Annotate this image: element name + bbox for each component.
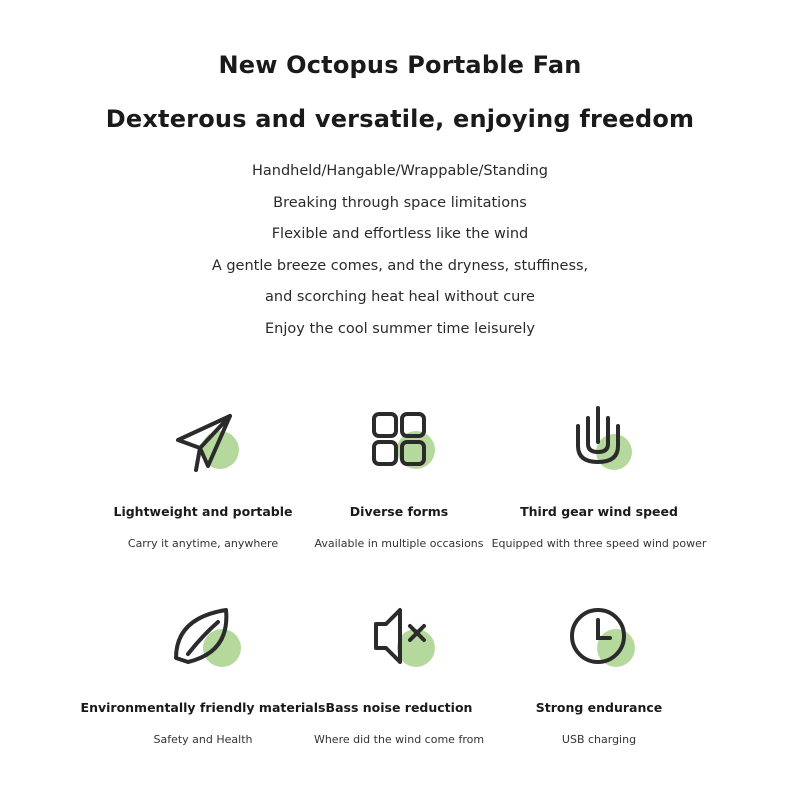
- grid-forms-icon: [354, 400, 444, 480]
- leaf-icon: [158, 596, 248, 676]
- feature-title: Strong endurance: [535, 700, 663, 715]
- description-line: Breaking through space limitations: [273, 194, 527, 211]
- description-line: Flexible and effortless like the wind: [271, 226, 529, 242]
- feature-subtitle: Equipped with three speed wind power: [491, 537, 707, 550]
- page-subtitle: Dexterous and versatile, enjoying freedom: [105, 105, 695, 133]
- feature-lightweight: [98, 400, 308, 550]
- feature-subtitle: Carry it anytime, anywhere: [127, 537, 279, 550]
- feature-diverse-forms: [294, 400, 504, 550]
- feature-title: Lightweight and portable: [113, 504, 293, 519]
- feature-title: Bass noise reduction: [325, 700, 473, 715]
- feature-noise-reduction: [294, 596, 504, 746]
- description-line: A gentle breeze comes, and the dryness, stuffiness,: [211, 257, 589, 274]
- feature-endurance: [494, 596, 704, 746]
- description-line: Handheld/Hangable/Wrappable/Standing: [252, 163, 548, 179]
- feature-title: Environmentally friendly materials: [80, 700, 326, 715]
- feature-subtitle: Available in multiple occasions: [314, 537, 484, 550]
- feature-subtitle: USB charging: [561, 733, 637, 746]
- feature-subtitle: Where did the wind come from: [313, 733, 485, 746]
- feature-eco-materials: [80, 596, 326, 746]
- clock-icon: [554, 596, 644, 676]
- description-line: and scorching heat heal without cure: [265, 289, 535, 305]
- feature-subtitle: Safety and Health: [153, 733, 253, 746]
- feature-title: Diverse forms: [349, 504, 449, 519]
- description-line: Enjoy the cool summer time leisurely: [265, 320, 535, 337]
- speaker-mute-icon: [354, 596, 444, 676]
- page-title: New Octopus Portable Fan: [218, 51, 582, 79]
- wind-hand-icon: [554, 400, 644, 480]
- feature-title: Third gear wind speed: [520, 504, 678, 519]
- paper-plane-icon: [158, 400, 248, 480]
- description-list: [0, 156, 800, 345]
- feature-wind-speed: [491, 400, 707, 550]
